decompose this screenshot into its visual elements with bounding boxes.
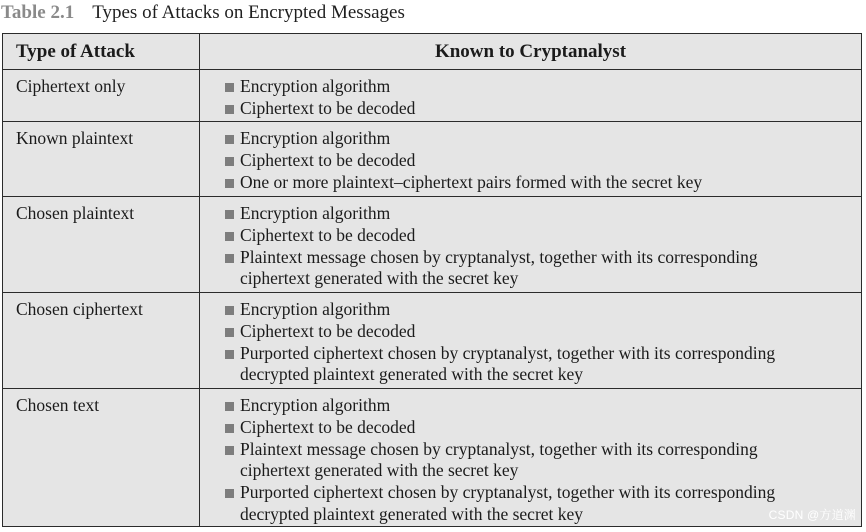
- square-bullet-icon: [225, 232, 234, 241]
- square-bullet-icon: [225, 254, 234, 263]
- known-items-list: [224, 395, 824, 526]
- known-items-list: [224, 76, 824, 120]
- list-item: Encryption algorithm: [224, 395, 824, 417]
- table-number: Table 2.1: [1, 2, 75, 23]
- attack-type-cell: Ciphertext only: [16, 76, 126, 96]
- square-bullet-icon: [225, 328, 234, 337]
- list-item: Ciphertext to be decoded: [224, 98, 824, 120]
- attack-table: [2, 33, 862, 527]
- table-row-chosen-ciphertext: [3, 293, 861, 389]
- square-bullet-icon: [225, 446, 234, 455]
- square-bullet-icon: [225, 350, 234, 359]
- list-item: Encryption algorithm: [224, 203, 824, 225]
- list-item: Purported ciphertext chosen by cryptanalyst, together with its corresponding decrypted plaintext generated with the secret key: [224, 343, 824, 387]
- square-bullet-icon: [225, 179, 234, 188]
- square-bullet-icon: [225, 402, 234, 411]
- table-row-chosen-text: [3, 389, 861, 526]
- table-title: Types of Attacks on Encrypted Messages: [92, 2, 405, 23]
- known-items-list: [224, 203, 824, 290]
- list-item: Ciphertext to be decoded: [224, 225, 824, 247]
- square-bullet-icon: [225, 306, 234, 315]
- square-bullet-icon: [225, 210, 234, 219]
- csdn-watermark: CSDN @方道渊: [768, 508, 856, 522]
- list-item: One or more plaintext–ciphertext pairs formed with the secret key: [224, 172, 824, 194]
- square-bullet-icon: [225, 424, 234, 433]
- list-item: Plaintext message chosen by cryptanalyst, together with its corresponding ciphertext generated with the secret key: [224, 247, 824, 291]
- attack-type-cell: Chosen text: [16, 395, 100, 415]
- square-bullet-icon: [225, 105, 234, 114]
- list-item: Ciphertext to be decoded: [224, 150, 824, 172]
- table-header-row: [3, 34, 861, 70]
- list-item: Encryption algorithm: [224, 128, 824, 150]
- attack-type-cell: Known plaintext: [16, 128, 134, 148]
- table-row-ciphertext-only: [3, 70, 861, 122]
- list-item: Ciphertext to be decoded: [224, 417, 824, 439]
- square-bullet-icon: [225, 157, 234, 166]
- known-items-list: [224, 299, 824, 386]
- column-header-known-to-cryptanalyst: Known to Cryptanalyst: [434, 41, 627, 62]
- list-item: Encryption algorithm: [224, 76, 824, 98]
- attack-type-cell: Chosen plaintext: [16, 203, 135, 223]
- table-caption: [1, 1, 405, 25]
- list-item: Purported ciphertext chosen by cryptanalyst, together with its corresponding decrypted plaintext generated with the secret key: [224, 482, 824, 526]
- known-items-list: [224, 128, 824, 193]
- square-bullet-icon: [225, 135, 234, 144]
- table-row-chosen-plaintext: [3, 197, 861, 293]
- attack-type-cell: Chosen ciphertext: [16, 299, 143, 319]
- list-item: Plaintext message chosen by cryptanalyst, together with its corresponding ciphertext generated with the secret key: [224, 439, 824, 483]
- column-header-type-of-attack: Type of Attack: [16, 41, 135, 62]
- table-row-known-plaintext: [3, 122, 861, 197]
- list-item: Encryption algorithm: [224, 299, 824, 321]
- list-item: Ciphertext to be decoded: [224, 321, 824, 343]
- square-bullet-icon: [225, 489, 234, 498]
- square-bullet-icon: [225, 83, 234, 92]
